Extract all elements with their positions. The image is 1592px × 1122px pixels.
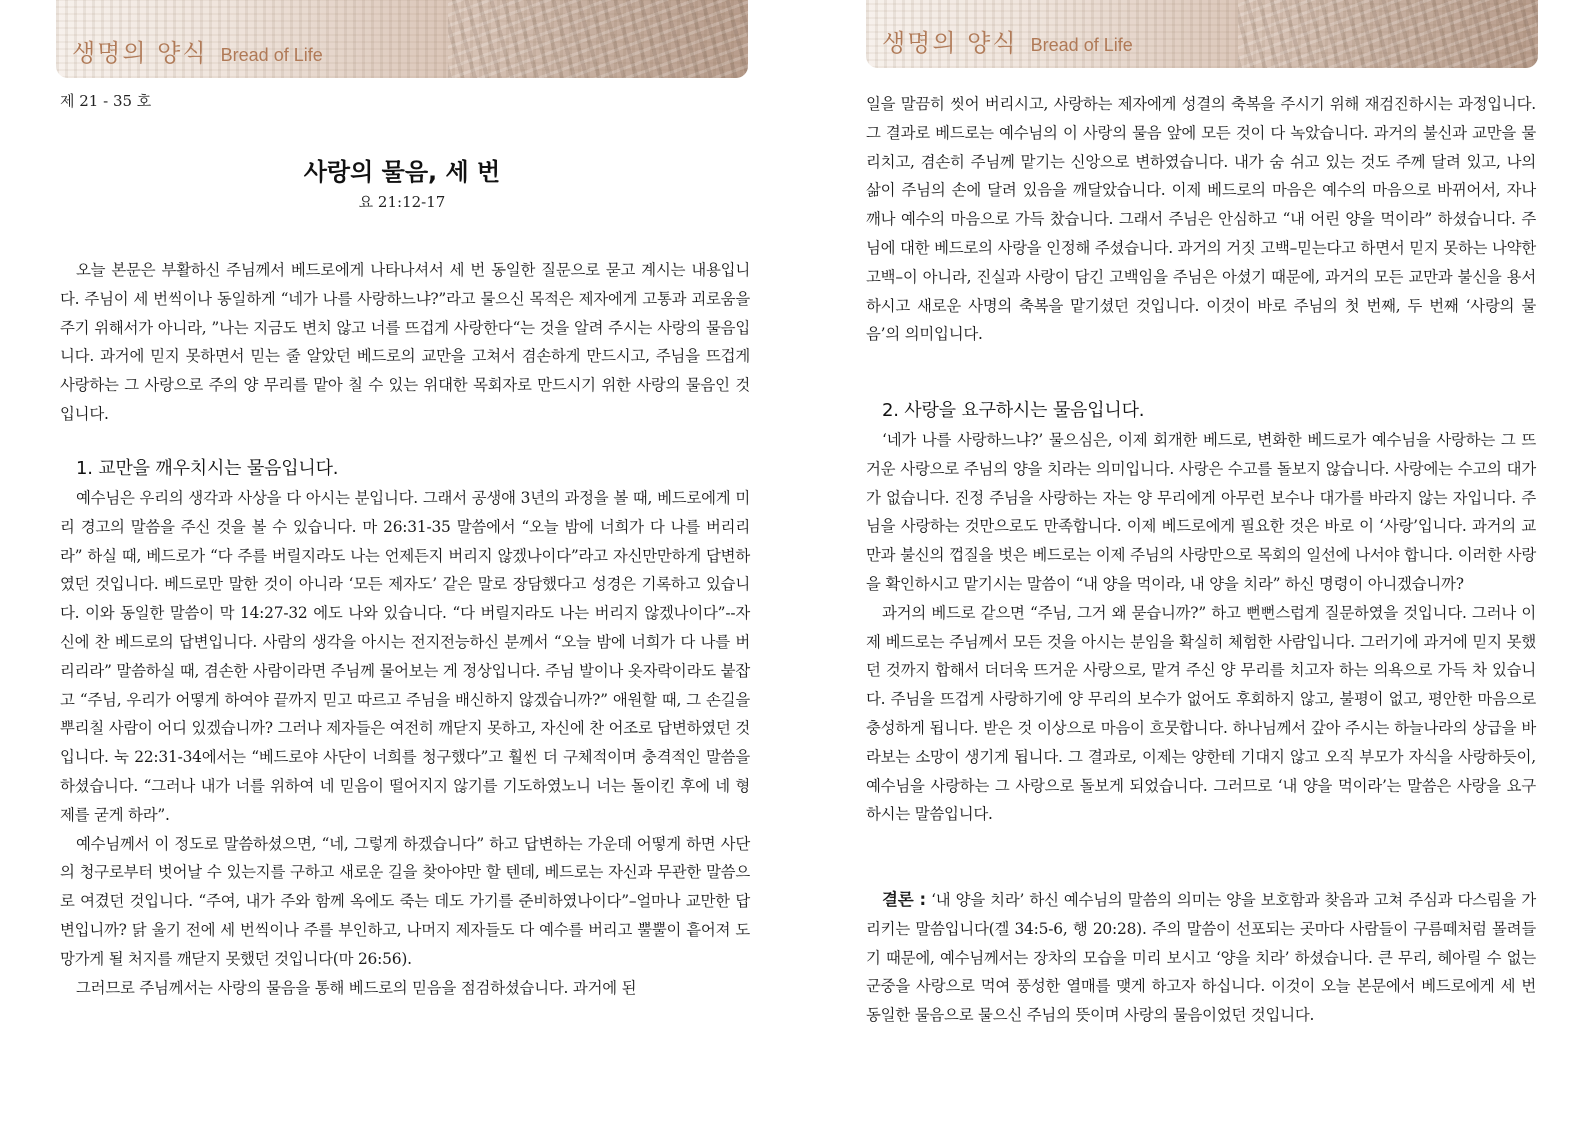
continuation-block — [866, 90, 1536, 349]
conclusion-paragraph — [866, 886, 1536, 1030]
banner-title — [72, 33, 323, 68]
header-banner — [56, 0, 748, 78]
banner-title-korean-right: 생명의 양식 — [882, 29, 1018, 57]
right-page — [866, 0, 1538, 1122]
section-2-paragraph-1: ‘네가 나를 사랑하느냐?’ 물으심은, 이제 회개한 베드로, 변화한 베드로가 예수님을 사랑하는 그 뜨거운 사랑으로 주님의 양을 치라는 의미입니다. 사랑은 수고를 돌보지 않습니다. 사랑에는 수고의 대가가 없습니다. 진정 주님을 사랑하는 자는 양 무리에게 아무런 보수나 대가를 바라지 않는 자입니다. 주님을 사랑하는 것만으로도 만족합니다. 이제 베드로에게 필요한 것은 바로 이 ‘사랑’입니다. 과거의 교만과 불신의 껍질을 벗은 베드로는 이제 주님의 사랑만으로 목회의 일선에 나서야 합니다. 이러한 사랑을 확인하시고 맡기시는 말씀이 “내 양을 먹이라, 내 양을 치라” 하신 명령이 아니겠습니까? — [866, 431, 1536, 593]
banner-title-korean: 생명의 양식 — [72, 39, 208, 67]
section-1-paragraph-2: 예수님께서 이 정도로 말씀하셨으면, “네, 그렇게 하겠습니다” 하고 답변하는 가운데 어떻게 하면 사단의 청구로부터 벗어날 수 있는지를 구하고 새로운 길을 찾아야만 할 텐데, 베드로는 자신과 무관한 말씀으로 여겼던 것입니다. “주여, 내가 주와 함께 옥에도 죽는 데도 가기를 준비하였나이다”–얼마나 교만한 답변입니까? 닭 울기 전에 세 번씩이나 주를 부인하고, 나머지 제자들도 다 예수를 버리고 뿔뿔이 흩어져 도망가게 될 처지를 깨닫지 못했던 것입니다(마 26:56). — [60, 834, 750, 968]
section-2-paragraph-2: 과거의 베드로 같으면 “주님, 그거 왜 묻습니까?” 하고 뻔뻔스럽게 질문하였을 것입니다. 그러나 이제 베드로는 주님께서 모든 것을 아시는 분임을 확실히 체험한 사람입니다. 그러기에 과거에 믿지 못했던 것까지 합해서 더더욱 뜨거운 사랑으로, 맡겨 주신 양 무리를 치고자 하는 의욕으로 가득 차 있습니다. 주님을 뜨겁게 사랑하기에 양 무리의 보수가 없어도 후회하지 않고, 불평이 없고, 평안한 마음으로 충성하게 됩니다. 받은 것 이상으로 마음이 흐뭇합니다. 하나님께서 갚아 주시는 하늘나라의 상급을 바라보는 소망이 생기게 됩니다. 그 결과로, 이제는 양한테 기대지 않고 오직 부모가 자식을 사랑하듯이, 예수님을 사랑하는 그 사랑으로 돌보게 되었습니다. 그러므로 ‘내 양을 먹이라’는 말씀은 사랑을 요구하시는 말씀입니다. — [866, 603, 1536, 824]
intro-paragraph: 오늘 본문은 부활하신 주님께서 베드로에게 나타나셔서 세 번 동일한 질문으로 묻고 계시는 내용입니다. 주님이 세 번씩이나 동일하게 “네가 나를 사랑하느냐?”라고 물으신 목적은 제자에게 고통과 괴로움을 주기 위해서가 아니라, ”나는 지금도 변치 않고 너를 뜨겁게 사랑한다“는 것을 알려 주시는 사랑의 물음입니다. 과거에 믿지 못하면서 믿는 줄 알았던 베드로의 교만을 고쳐서 겸손하게 만드시고, 주님을 뜨겁게 사랑하는 그 사랑으로 주의 양 무리를 맡아 칠 수 있는 위대한 목회자로 만드시기 위한 사랑의 물음인 것입니다. — [60, 261, 750, 423]
banner-title-english: Bread of Life — [220, 45, 323, 65]
header-banner-right — [866, 0, 1538, 68]
section-2-heading: 2. 사랑을 요구하시는 물음입니다. — [882, 400, 1145, 421]
conclusion-text: ‘내 양을 치라’ 하신 예수님의 말씀의 의미는 양을 보호함과 찾음과 고쳐 주심과 다스림을 가리키는 말씀입니다(겔 34:5-6, 행 20:28). 주의 말씀이 선포되는 곳마다 사람들이 구름떼처럼 몰려들기 때문에, 예수님께서는 장차의 모습을 미리 보시고 ‘양을 치라’ 하셨습니다. 큰 무리, 헤아릴 수 없는 군중을 사랑으로 먹여 풍성한 열매를 맺게 하고자 하십니다. 이것이 오늘 본문에서 베드로에게 세 번 동일한 물음으로 물으신 주님의 뜻이며 사랑의 물음이었던 것입니다. — [866, 891, 1536, 1025]
banner-title-right — [882, 23, 1133, 58]
title-block — [56, 152, 748, 212]
left-page — [56, 0, 756, 1122]
section-1 — [60, 454, 750, 1002]
continuation-paragraph: 일을 말끔히 씻어 버리시고, 사랑하는 제자에게 성결의 축복을 주시기 위해 재검진하시는 과정입니다. 그 결과로 베드로는 예수님의 이 사랑의 물음 앞에 모든 것이 다 녹았습니다. 과거의 불신과 교만을 물리치고, 겸손히 주님께 맡기는 신앙으로 변하였습니다. 내가 숨 쉬고 있는 것도 주께 달려 있고, 나의 삶이 주님의 손에 달려 있음을 깨달았습니다. 이제 베드로의 마음은 예수의 마음으로 바뀌어서, 자나 깨나 예수의 마음으로 가득 찼습니다. 그래서 주님은 안심하고 “내 어린 양을 먹이라” 하셨습니다. 주님에 대한 베드로의 사랑을 인정해 주셨습니다. 과거의 거짓 고백–믿는다고 하면서 믿지 못하는 나약한 고백–이 아니라, 진실과 사랑이 담긴 고백임을 주님은 아셨기 때문에, 과거의 모든 교만과 불신을 용서하시고 새로운 사명의 축복을 맡기셨던 것입니다. 이것이 바로 주님의 첫 번째, 두 번째 ‘사랑의 물음’의 의미입니다. — [866, 95, 1536, 344]
section-1-heading: 1. 교만을 깨우치시는 물음입니다. — [76, 458, 339, 479]
scripture-reference: 요 21:12-17 — [358, 193, 446, 211]
section-1-paragraph-3: 그러므로 주님께서는 사랑의 물음을 통해 베드로의 믿음을 점검하셨습니다. 과거에 된 — [76, 978, 637, 997]
conclusion-block — [866, 886, 1536, 1030]
conclusion-label: 결론 : — [882, 890, 926, 909]
banner-title-english-right: Bread of Life — [1030, 35, 1133, 55]
intro-paragraph-block — [60, 256, 750, 429]
section-2 — [866, 396, 1536, 829]
section-1-paragraph-1: 예수님은 우리의 생각과 사상을 다 아시는 분입니다. 그래서 공생애 3년의 과정을 볼 때, 베드로에게 미리 경고의 말씀을 주신 것을 볼 수 있습니다. 마 26:31-35 말씀에서 “오늘 밤에 너희가 다 나를 버리리라” 하실 때, 베드로가 “다 주를 버릴지라도 나는 언제든지 버리지 않겠나이다”라고 자신만만하게 답변하였던 것입니다. 베드로만 말한 것이 아니라 ‘모든 제자도’ 같은 말로 장담했다고 성경은 기록하고 있습니다. 이와 동일한 말씀이 막 14:27-32 에도 나와 있습니다. “다 버릴지라도 나는 버리지 않겠나이다”--자신에 찬 베드로의 답변입니다. 사람의 생각을 아시는 전지전능하신 분께서 “오늘 밤에 너희가 다 나를 버리리라” 말씀하실 때, 겸손한 사람이라면 주님께 물어보는 게 정상입니다. 주님 발이나 옷자락이라도 붙잡고 “주님, 우리가 어떻게 하여야 끝까지 믿고 따르고 주님을 배신하지 않겠습니까?” 애원할 때, 그 손길을 뿌리칠 사람이 어디 있겠습니까? 그러나 제자들은 여전히 깨닫지 못하고, 자신에 찬 어조로 답변하였던 것입니다. 눅 22:31-34에서는 “베드로야 사단이 너희를 청구했다”고 훨씬 더 구체적이며 충격적인 말씀을 하셨습니다. “그러나 내가 너를 위하여 네 믿음이 떨어지지 않기를 기도하였노니 너는 돌이킨 후에 네 형제를 굳게 하라”. — [60, 489, 750, 824]
sermon-title: 사랑의 물음, 세 번 — [303, 158, 501, 186]
issue-number: 제 21 - 35 호 — [60, 92, 152, 110]
